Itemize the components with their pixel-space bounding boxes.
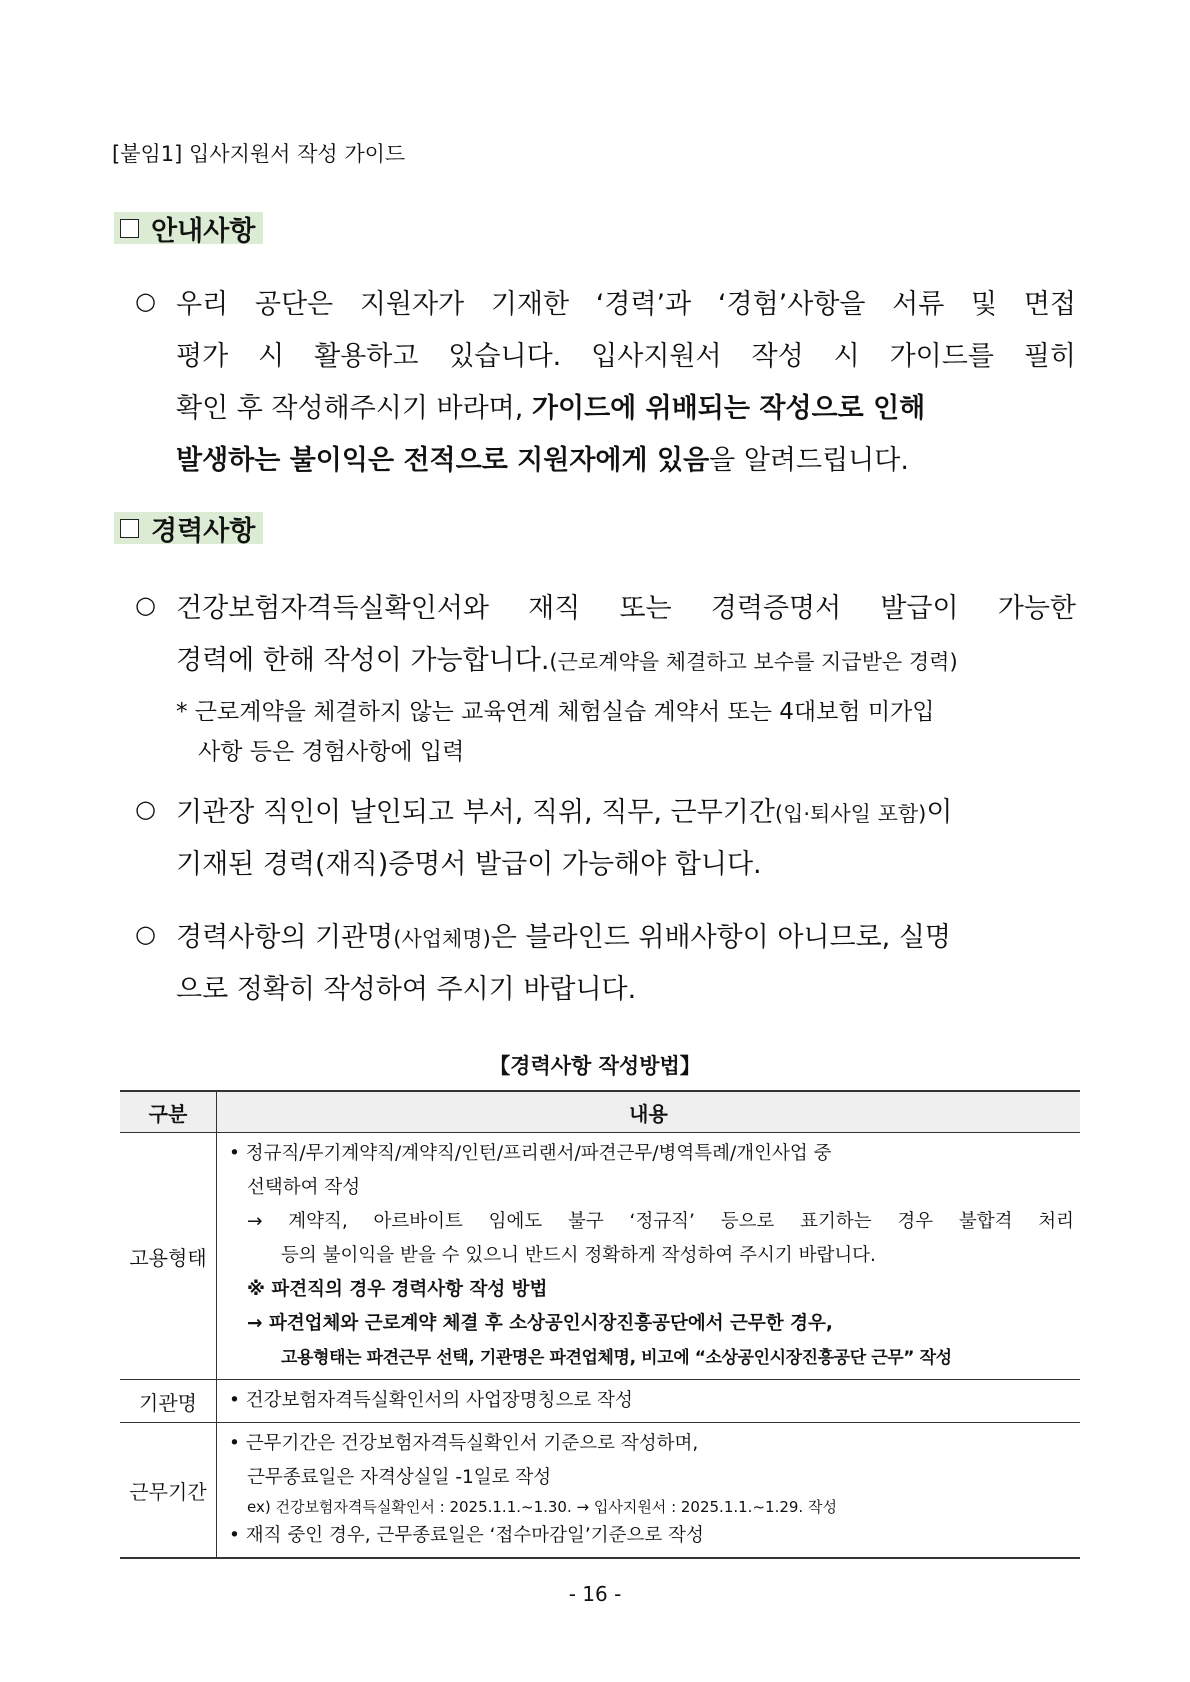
- paragraph-line: [176, 438, 1076, 477]
- paragraph-line: 기재된 경력(재직)증명서 발급이 가능해야 합니다.: [176, 849, 762, 880]
- header-category: 구분: [120, 1091, 217, 1133]
- text-span: 경력에 한해 작성이 가능합니다.: [176, 645, 550, 676]
- table-caption: 【경력사항 작성방법】: [489, 1054, 701, 1078]
- bullet-circle: ○: [135, 591, 156, 619]
- text-span: 을 알려드립니다.: [709, 445, 909, 476]
- paragraph-line: [176, 790, 1076, 829]
- row-label-work-period: 근무기간: [120, 1423, 217, 1559]
- row-content: [217, 1423, 1081, 1559]
- paragraph-line: [176, 386, 1076, 425]
- content-line: ※ 파견직의 경우 경력사항 작성 방법: [247, 1279, 548, 1300]
- content-line: → 파견업체와 근로계약 체결 후 소상공인시장진흥공단에서 근무한 경우,: [247, 1313, 833, 1334]
- note-line: * 근로계약을 체결하지 않는 교육연계 체험실습 계약서 또는 4대보험 미가입: [176, 699, 935, 725]
- table-row: [120, 1423, 1080, 1559]
- example-line: ex) 건강보험자격득실확인서 : 2025.1.1.~1.30. → 입사지원서 : 2025.1.1.~1.29. 작성: [247, 1498, 837, 1516]
- text-span: 기관장 직인이 날인되고 부서, 직위, 직무, 근무기간: [176, 797, 775, 828]
- career-guide-table: [120, 1090, 1080, 1559]
- section-title: 안내사항: [151, 215, 256, 247]
- content-line: • 건강보험자격득실확인서의 사업장명칭으로 작성: [229, 1390, 633, 1411]
- row-label-institution: 기관명: [120, 1380, 217, 1423]
- paragraph-line: 으로 정확히 작성하여 주시기 바랍니다.: [176, 974, 637, 1005]
- content-line: 고용형태는 파견근무 선택, 기관명은 파견업체명, 비고에 “소상공인시장진흥공단 근무” 작성: [281, 1348, 952, 1368]
- bold-text: 가이드에 위배되는 작성으로 인해: [531, 393, 926, 424]
- small-text: (근로계약을 체결하고 보수를 지급받은 경력): [549, 650, 958, 674]
- content-line: → 계약직, 아르바이트 임에도 불구 ‘정규직’ 등으로 표기하는 경우 불합격 처리: [247, 1211, 1074, 1232]
- row-label-employment-type: 고용형태: [120, 1133, 217, 1380]
- paragraph-line: 건강보험자격득실확인서와 재직 또는 경력증명서 발급이 가능한: [176, 593, 1076, 624]
- text-span: 경력사항의 기관명: [176, 922, 394, 953]
- table-header-row: [120, 1091, 1080, 1133]
- text-span: 이: [926, 797, 953, 828]
- checkbox-square-icon: [120, 219, 139, 238]
- table-row: [120, 1133, 1080, 1380]
- bullet-circle: ○: [135, 920, 156, 948]
- text-span: 확인 후 작성해주시기 바라며,: [176, 393, 532, 424]
- page-number: - 16 -: [568, 1582, 622, 1606]
- content-line: • 정규직/무기계약직/계약직/인턴/프리랜서/파견근무/병역특례/개인사업 중: [229, 1143, 832, 1164]
- paragraph-line: [176, 915, 1076, 954]
- header-content: 내용: [217, 1091, 1081, 1133]
- content-line: 선택하여 작성: [247, 1177, 361, 1198]
- checkbox-square-icon: [120, 519, 139, 538]
- content-line: • 재직 중인 경우, 근무종료일은 ‘접수마감일’기준으로 작성: [229, 1525, 704, 1546]
- paragraph-line: 평가 시 활용하고 있습니다. 입사지원서 작성 시 가이드를 필히: [176, 341, 1076, 372]
- section-header-notice: [114, 212, 263, 247]
- row-content: [217, 1133, 1081, 1380]
- content-line: 근무종료일은 자격상실일 -1일로 작성: [247, 1467, 552, 1488]
- small-text: (사업체명): [393, 927, 491, 951]
- text-span: 은 블라인드 위배사항이 아니므로, 실명: [490, 922, 952, 953]
- paragraph-line: 우리 공단은 지원자가 기재한 ‘경력’과 ‘경험’사항을 서류 및 면접: [176, 289, 1076, 320]
- content-line: • 근무기간은 건강보험자격득실확인서 기준으로 작성하며,: [229, 1433, 699, 1454]
- table-row: [120, 1380, 1080, 1423]
- section-header-career: [114, 512, 263, 547]
- section-title: 경력사항: [151, 515, 256, 547]
- bullet-circle: ○: [135, 287, 156, 315]
- bold-text: 발생하는 불이익은 전적으로 지원자에게 있음: [176, 445, 710, 476]
- small-text: (입·퇴사일 포함): [774, 802, 927, 826]
- content-line: 등의 불이익을 받을 수 있으니 반드시 정확하게 작성하여 주시기 바랍니다.: [281, 1245, 876, 1266]
- note-line: 사항 등은 경험사항에 입력: [198, 739, 465, 765]
- paragraph-line: [176, 638, 1076, 677]
- row-content: [217, 1380, 1081, 1423]
- attachment-title: [붙임1] 입사지원서 작성 가이드: [112, 142, 406, 166]
- bullet-circle: ○: [135, 795, 156, 823]
